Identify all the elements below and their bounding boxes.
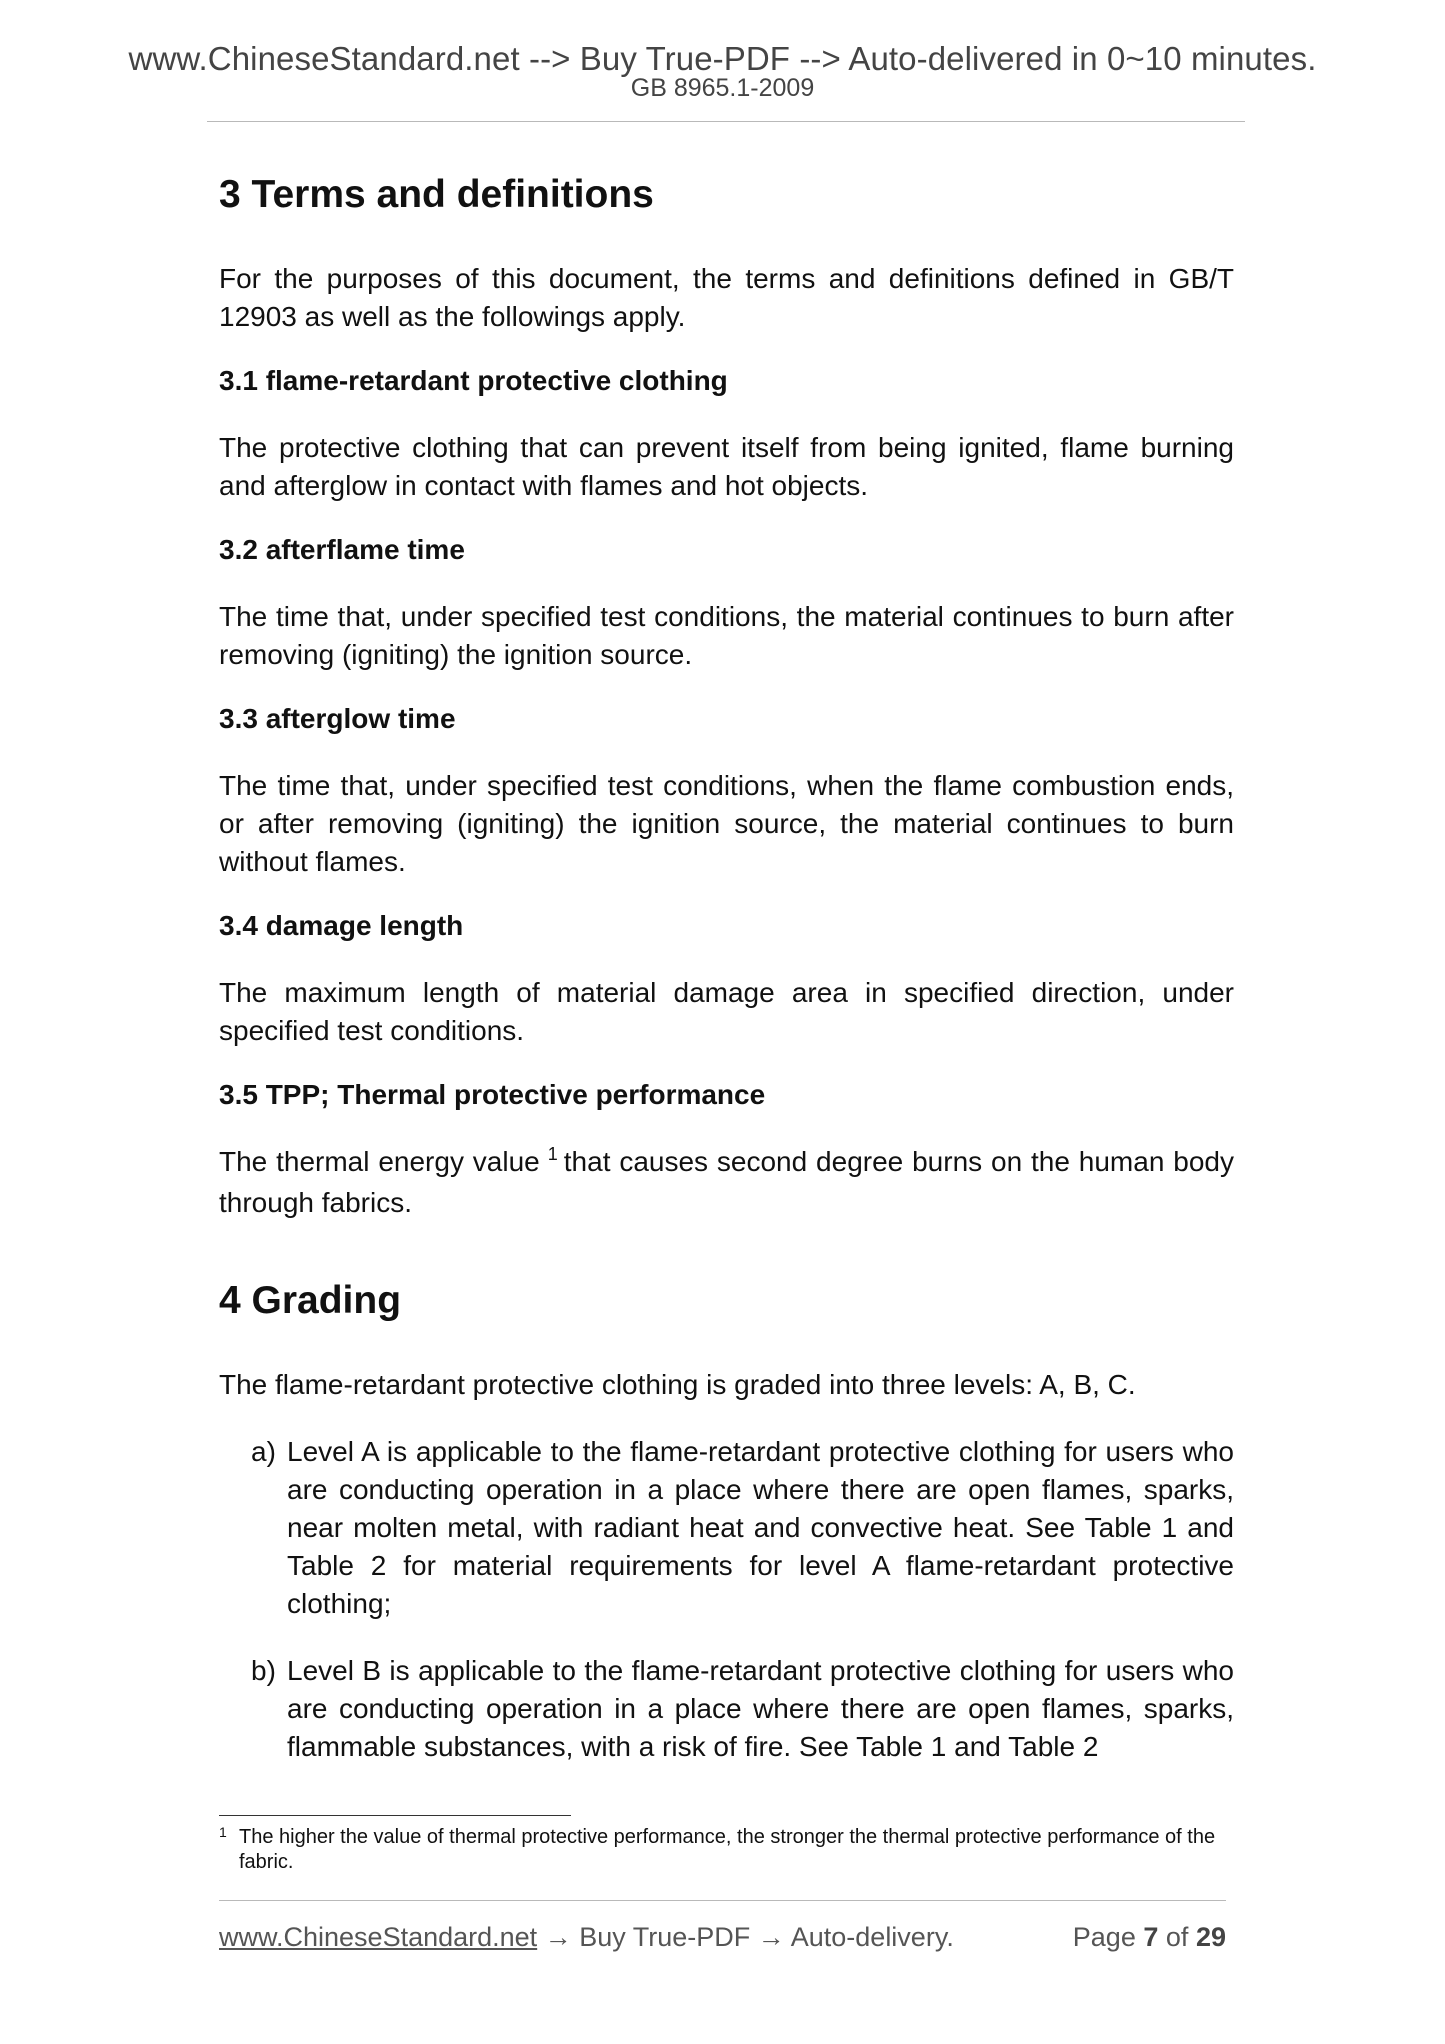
page-total: 29	[1195, 1922, 1226, 1952]
page-current: 7	[1143, 1922, 1159, 1952]
section-3-intro: For the purposes of this document, the terms and definitions defined in GB/T 12903 as well as the followings apply.	[219, 262, 1234, 332]
grading-list	[219, 1433, 1234, 1766]
term-3-5-heading: 3.5 TPP; Thermal protective performance	[219, 1078, 766, 1110]
term-3-5-definition-end: that causes second degree burns on the human body through fabrics.	[219, 1145, 1234, 1218]
footer-divider	[219, 1900, 1226, 1901]
footnote-mark: 1	[219, 1824, 227, 1840]
list-marker: a)	[251, 1435, 276, 1467]
term-3-1-definition: The protective clothing that can prevent itself from being ignited, flame burning and afterglow in contact with flames and hot objects.	[219, 431, 1234, 501]
list-item	[251, 1433, 1234, 1623]
footnote-reference[interactable]: 1	[547, 1143, 558, 1164]
page-of: of	[1165, 1922, 1189, 1952]
term-3-1-heading: 3.1 flame-retardant protective clothing	[219, 364, 728, 396]
term-3-5-definition	[219, 1143, 1234, 1222]
list-item-text: Level A is applicable to the flame-retardant protective clothing for users who are conducting operation in a place where there are open flames, sparks, near molten metal, with radiant heat and convective heat. See Table 1 and Table 2 for material requirements for level A flame-retardant protective clothing;	[287, 1435, 1234, 1619]
footnote-divider	[219, 1815, 571, 1816]
footer-tagline: → Buy True-PDF → Auto-delivery.	[537, 1922, 954, 1952]
list-marker: b)	[251, 1654, 276, 1686]
list-item	[251, 1652, 1234, 1766]
header-divider	[207, 121, 1245, 122]
term-3-3-definition: The time that, under specified test conditions, when the flame combustion ends, or after removing (igniting) the ignition source, the material continues to burn without flames.	[219, 769, 1234, 877]
section-3-title: 3 Terms and definitions	[219, 173, 654, 216]
footer-link[interactable]: www.ChineseStandard.net	[219, 1922, 538, 1952]
footnote-text: The higher the value of thermal protective performance, the stronger the thermal protective performance of the fabric.	[239, 1826, 1216, 1873]
page-label: Page	[1072, 1922, 1136, 1952]
footnote	[219, 1825, 1234, 1875]
page-body	[219, 160, 1234, 1795]
list-item-text: Level B is applicable to the flame-retardant protective clothing for users who are conducting operation in a place where there are open flames, sparks, flammable substances, with a risk of fire. See Table 1 and Table 2	[287, 1654, 1234, 1762]
term-3-4-heading: 3.4 damage length	[219, 909, 464, 941]
page-number	[1073, 1922, 1226, 1953]
term-3-2-definition: The time that, under specified test conditions, the material continues to burn after removing (igniting) the ignition source.	[219, 600, 1234, 670]
term-3-5-definition-start: The thermal energy value	[219, 1145, 540, 1177]
section-4-intro: The flame-retardant protective clothing is graded into three levels: A, B, C.	[219, 1368, 1136, 1400]
header-banner[interactable]: www.ChineseStandard.net --> Buy True-PDF --> Auto-delivered in 0~10 minutes.	[128, 40, 1317, 77]
header-standard-id: GB 8965.1-2009	[630, 74, 815, 102]
term-3-4-definition: The maximum length of material damage area in specified direction, under specified test conditions.	[219, 976, 1234, 1046]
section-4-title: 4 Grading	[219, 1278, 402, 1322]
term-3-2-heading: 3.2 afterflame time	[219, 533, 465, 565]
term-3-3-heading: 3.3 afterglow time	[219, 702, 456, 734]
footer-promo	[219, 1922, 954, 1953]
